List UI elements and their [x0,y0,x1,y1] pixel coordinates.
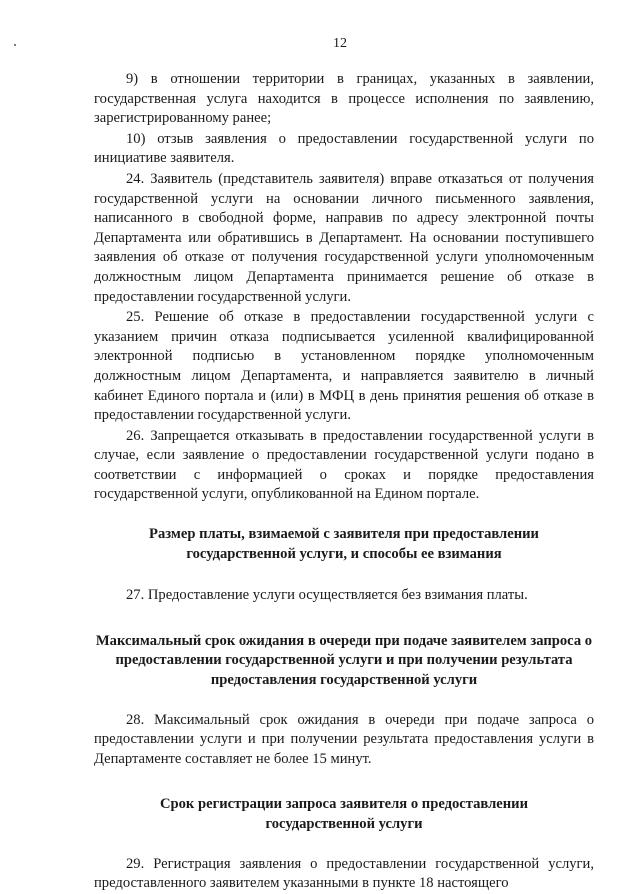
paragraph-item-9: 9) в отношении территории в границах, указанных в заявлении, государственная услуга находится в процессе исполнения по заявлению, зарегистрированному ранее; [94,71,594,127]
paragraph-28: 28. Максимальный срок ожидания в очереди при подаче запроса о предоставлении услуги и при получении результата предоставления услуги в Департаменте составляет не более 15 минут. [94,711,594,767]
paragraph-27: 27. Предоставление услуги осуществляется без взимания платы. [126,587,528,604]
section-heading-registration: Срок регистрации запроса заявителя о предоставлении государственной услуги [159,796,528,832]
paragraph-item-10: 10) отзыв заявления о предоставлении государственной услуги по инициативе заявителя. [94,130,594,167]
document-body [94,70,594,894]
page-number: 12 [333,36,347,51]
section-heading-wait-time: Максимальный срок ожидания в очереди при подаче заявителем запроса о предоставлении государственной услуги и при получении результата предоставления государственной услуги [95,632,593,689]
paragraph-25: 25. Решение об отказе в предоставлении государственной услуги с указанием причин отказа подписывается усиленной квалифицированной электронной подписью в установленном порядке уполномоченным должностным лицом Департамента, и направляется заявителю в личный кабинет Единого портала и (или) в МФЦ в день принятия решения об отказе в предоставлении государственной услуги. [94,309,594,424]
paragraph-29: 29. Регистрация заявления о предоставлении государственной услуги, предоставленного заявителем указанными в пункте 18 настоящего [94,855,594,892]
paragraph-26: 26. Запрещается отказывать в предоставлении государственной услуги в случае, если заявление о предоставлении государственной услуги подано в соответствии с информацией о сроках и порядке предоставления государственной услуги, опубликованной на Едином портале. [94,427,594,503]
section-heading-fee: Размер платы, взимаемой с заявителя при предоставлении государственной услуги, и способы ее взимания [149,526,539,562]
paragraph-24: 24. Заявитель (представитель заявителя) вправе отказаться от получения государственной услуги на основании личного письменного заявления, написанного в свободной форме, направив по адресу электронной почты Департамента или обратившись в Департамент. На основании поступившего заявления об отказе от получения государственной услуги уполномоченным должностным лицом Департамента принимается решение об отказе в предоставлении государственной услуги. [94,170,594,305]
